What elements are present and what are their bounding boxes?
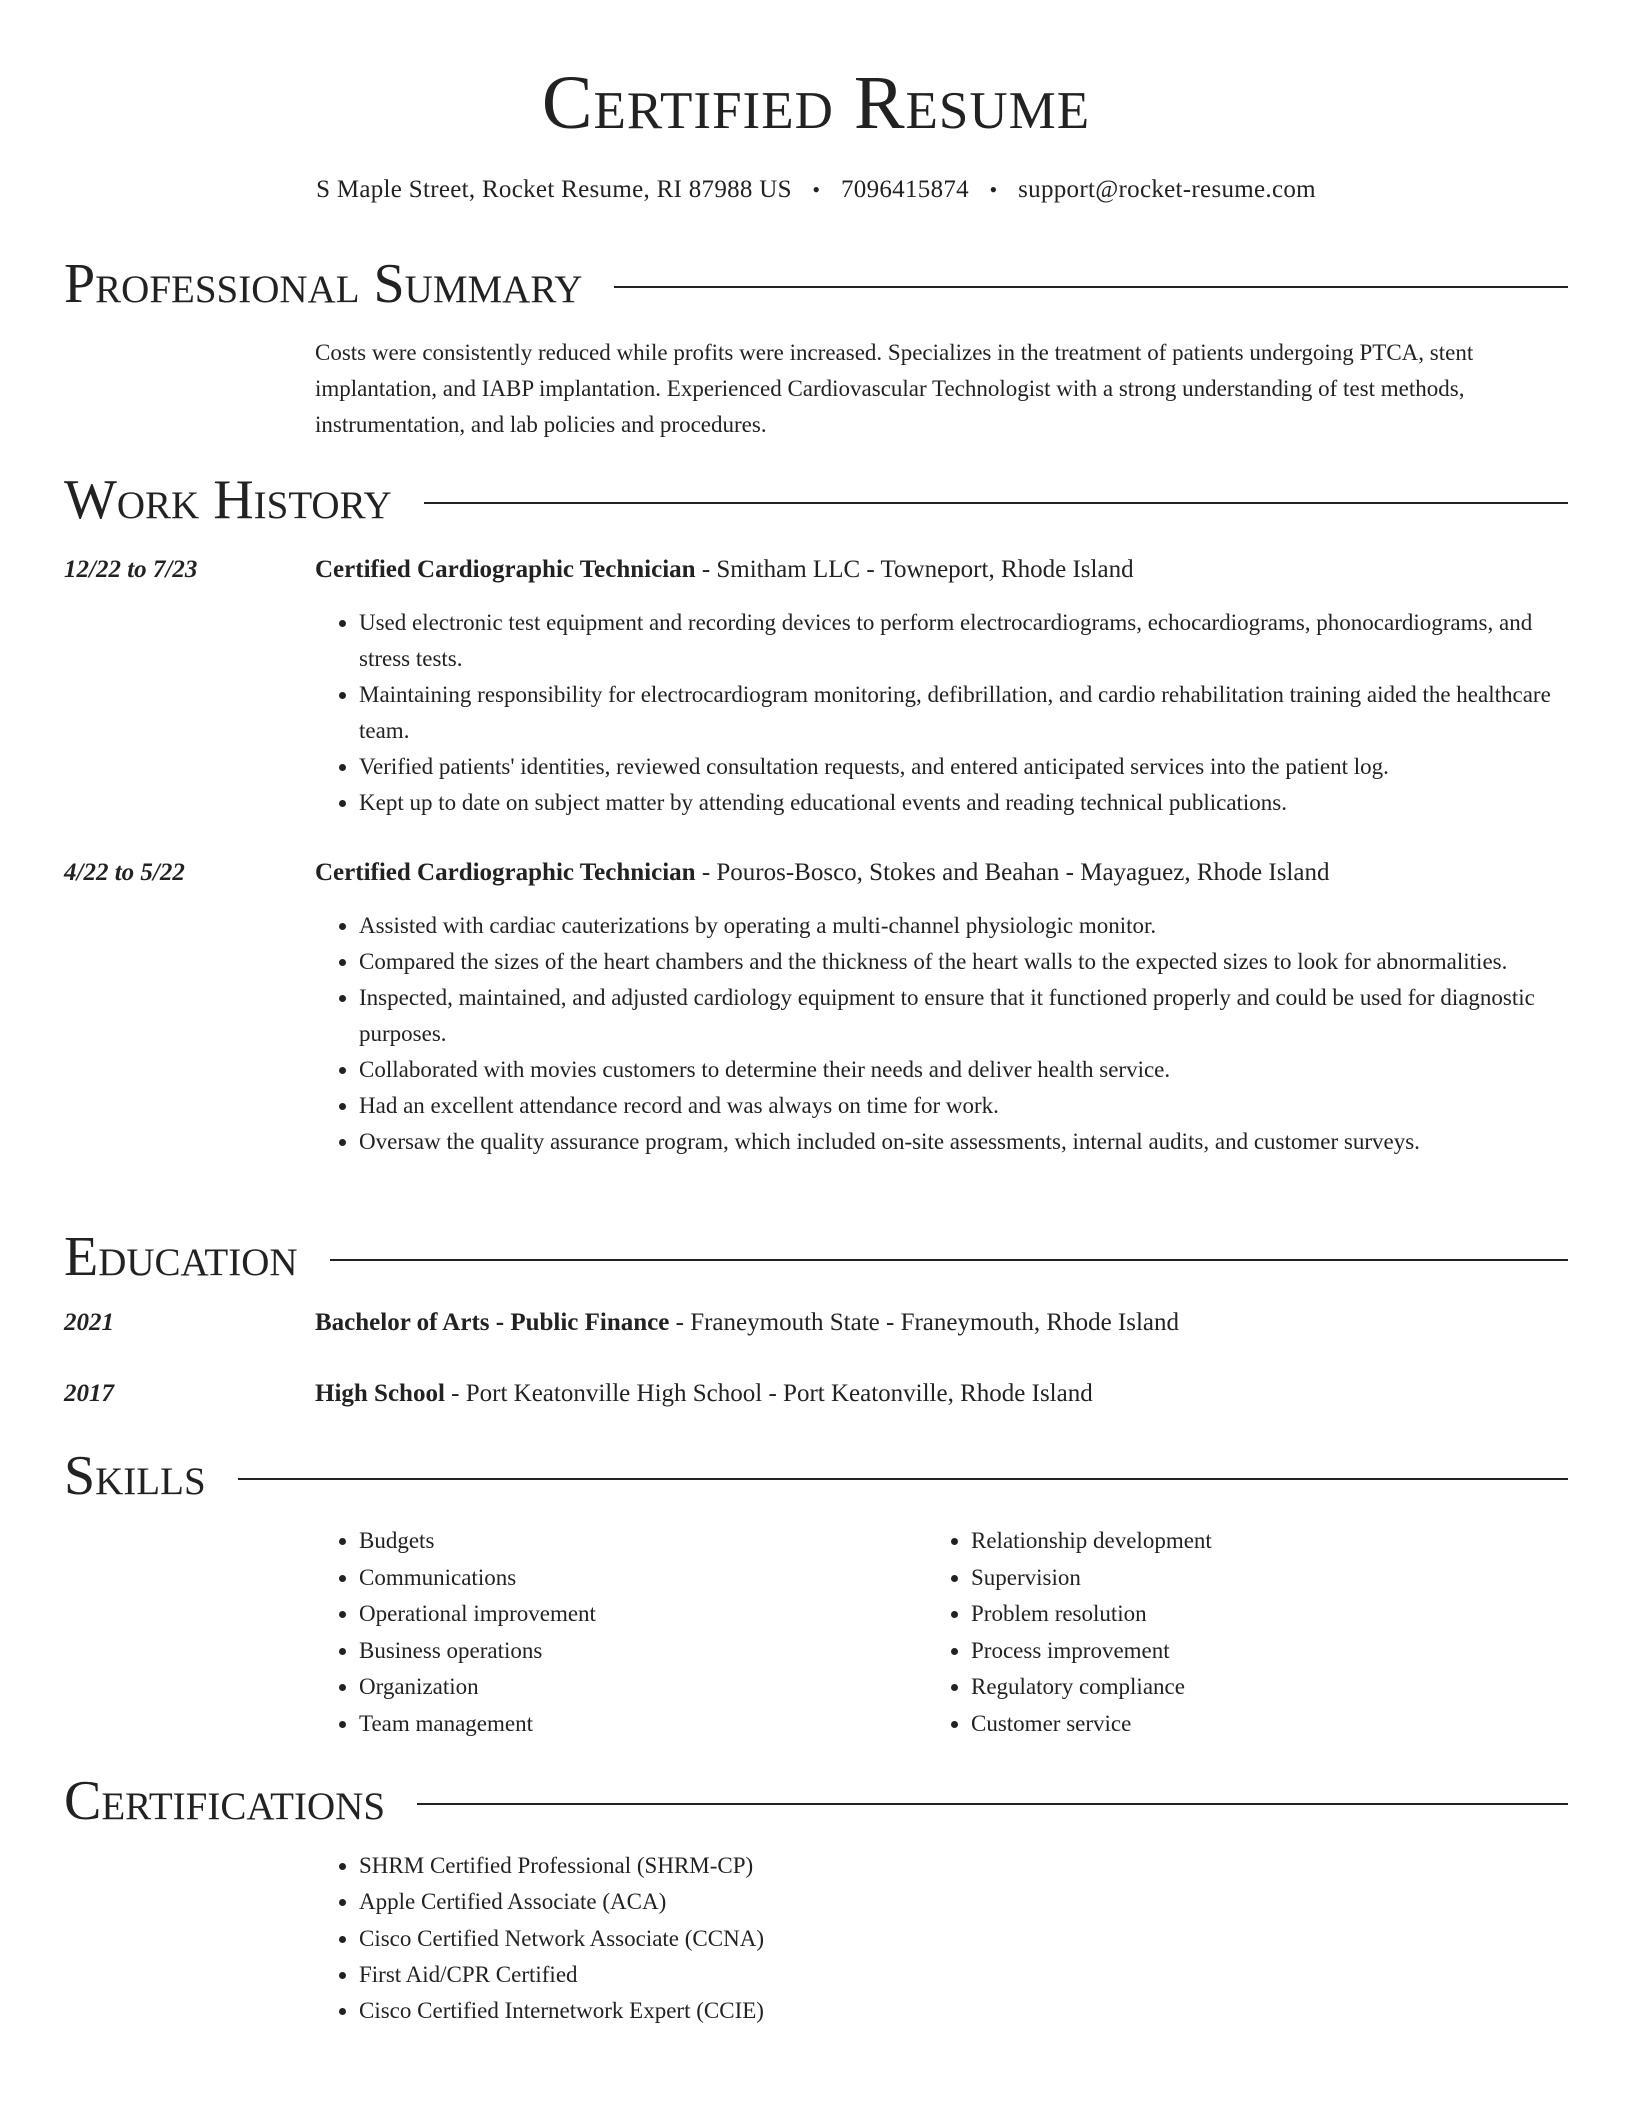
list-item: • Collaborated with movies customers to determine their needs and deliver health service. [359,1052,1568,1088]
email-link[interactable]: support@rocket-resume.com [1018,176,1316,203]
section-heading: Work History [64,469,392,531]
list-item: • Maintaining responsibility for electrocardiogram monitoring, defibrillation, and cardio rehabilitation training aided the healthcare team. [359,677,1568,749]
candidate-name: Certified Resume [541,61,1091,145]
school: - Franeymouth State - Franeymouth, Rhode Island [669,1309,1180,1336]
section-heading: Education [64,1226,298,1288]
certification-item: • Cisco Certified Network Associate (CCNA) [359,1921,764,1957]
skills-list-right [927,1523,1212,1743]
certifications-section-header [64,1769,1568,1833]
job-title: Certified Cardiographic Technician [315,556,696,583]
job-dates: 12/22 to 7/23 [64,556,198,583]
summary-text: Costs were consistently reduced while profits were increased. Specializes in the treatment of patients undergoing PTCA, stent implantation, and IABP implantation. Experienced Cardiovascular Technologist with a strong understanding of test methods, instrumentation, and lab policies and procedures. [315,340,1474,437]
education-section-header [64,1225,1568,1289]
certification-item: • SHRM Certified Professional (SHRM-CP) [359,1848,764,1884]
skill-item: • Supervision [971,1560,1212,1597]
job-employer: - Pouros-Bosco, Stokes and Beahan - Mayaguez, Rhode Island [695,859,1330,886]
skill-item: • Process improvement [971,1633,1212,1670]
skill-item: • Regulatory compliance [971,1669,1212,1706]
contact-line [0,173,1632,207]
address: S Maple Street, Rocket Resume, RI 87988 US [316,176,792,203]
separator-dot: • [812,177,821,202]
skill-item: • Customer service [971,1706,1212,1743]
list-item: • Verified patients' identities, reviewed consultation requests, and entered anticipated services into the patient log. [359,749,1568,785]
job-title-line [315,856,1329,890]
skills-list-left [315,1523,596,1743]
separator-dot: • [989,177,998,202]
job-dates: 4/22 to 5/22 [64,859,185,886]
degree: High School [315,1380,445,1407]
section-divider [330,1259,1568,1261]
certification-item: • First Aid/CPR Certified [359,1957,764,1993]
certification-item: • Apple Certified Associate (ACA) [359,1884,764,1920]
summary-section-header [64,252,1568,316]
list-item: • Assisted with cardiac cauterizations by operating a multi-channel physiologic monitor. [359,908,1568,944]
school: - Port Keatonville High School - Port Keatonville, Rhode Island [444,1380,1093,1407]
skill-item: • Relationship development [971,1523,1212,1560]
education-year: 2021 [64,1309,114,1336]
skills-section-header [64,1444,1568,1508]
job-bullets [315,605,1568,821]
job-title-line [315,553,1134,587]
list-item: • Had an excellent attendance record and was always on time for work. [359,1088,1568,1124]
education-year: 2017 [64,1380,114,1407]
skill-item: • Business operations [359,1633,596,1670]
list-item: • Used electronic test equipment and recording devices to perform electrocardiograms, echocardiograms, phonocardiograms, and stress tests. [359,605,1568,677]
job-employer: - Smitham LLC - Towneport, Rhode Island [695,556,1134,583]
job-title: Certified Cardiographic Technician [315,859,696,886]
section-divider [417,1803,1568,1805]
certification-item: • Cisco Certified Internetwork Expert (CCIE) [359,1993,764,2029]
work-history-section-header [64,468,1568,532]
list-item: • Oversaw the quality assurance program, which included on-site assessments, internal audits, and customer surveys. [359,1124,1568,1160]
education-line [315,1306,1179,1340]
job-bullets [315,908,1568,1160]
section-heading: Skills [64,1445,206,1507]
skill-item: • Organization [359,1669,596,1706]
list-item: • Inspected, maintained, and adjusted cardiology equipment to ensure that it functioned properly and could be used for diagnostic purposes. [359,980,1568,1052]
list-item: • Compared the sizes of the heart chambers and the thickness of the heart walls to the expected sizes to look for abnormalities. [359,944,1568,980]
phone: 7096415874 [840,176,969,203]
degree: Bachelor of Arts - Public Finance [315,1309,670,1336]
education-line [315,1377,1093,1411]
section-heading: Professional Summary [64,253,583,315]
skill-item: • Team management [359,1706,596,1743]
skill-item: • Operational improvement [359,1596,596,1633]
skill-item: • Communications [359,1560,596,1597]
skill-item: • Problem resolution [971,1596,1212,1633]
list-item: • Kept up to date on subject matter by attending educational events and reading technical publications. [359,785,1568,821]
section-heading: Certifications [64,1770,386,1832]
certifications-list [315,1848,764,2029]
section-divider [424,502,1568,504]
section-divider [238,1478,1568,1480]
section-divider [614,286,1568,288]
skill-item: • Budgets [359,1523,596,1560]
